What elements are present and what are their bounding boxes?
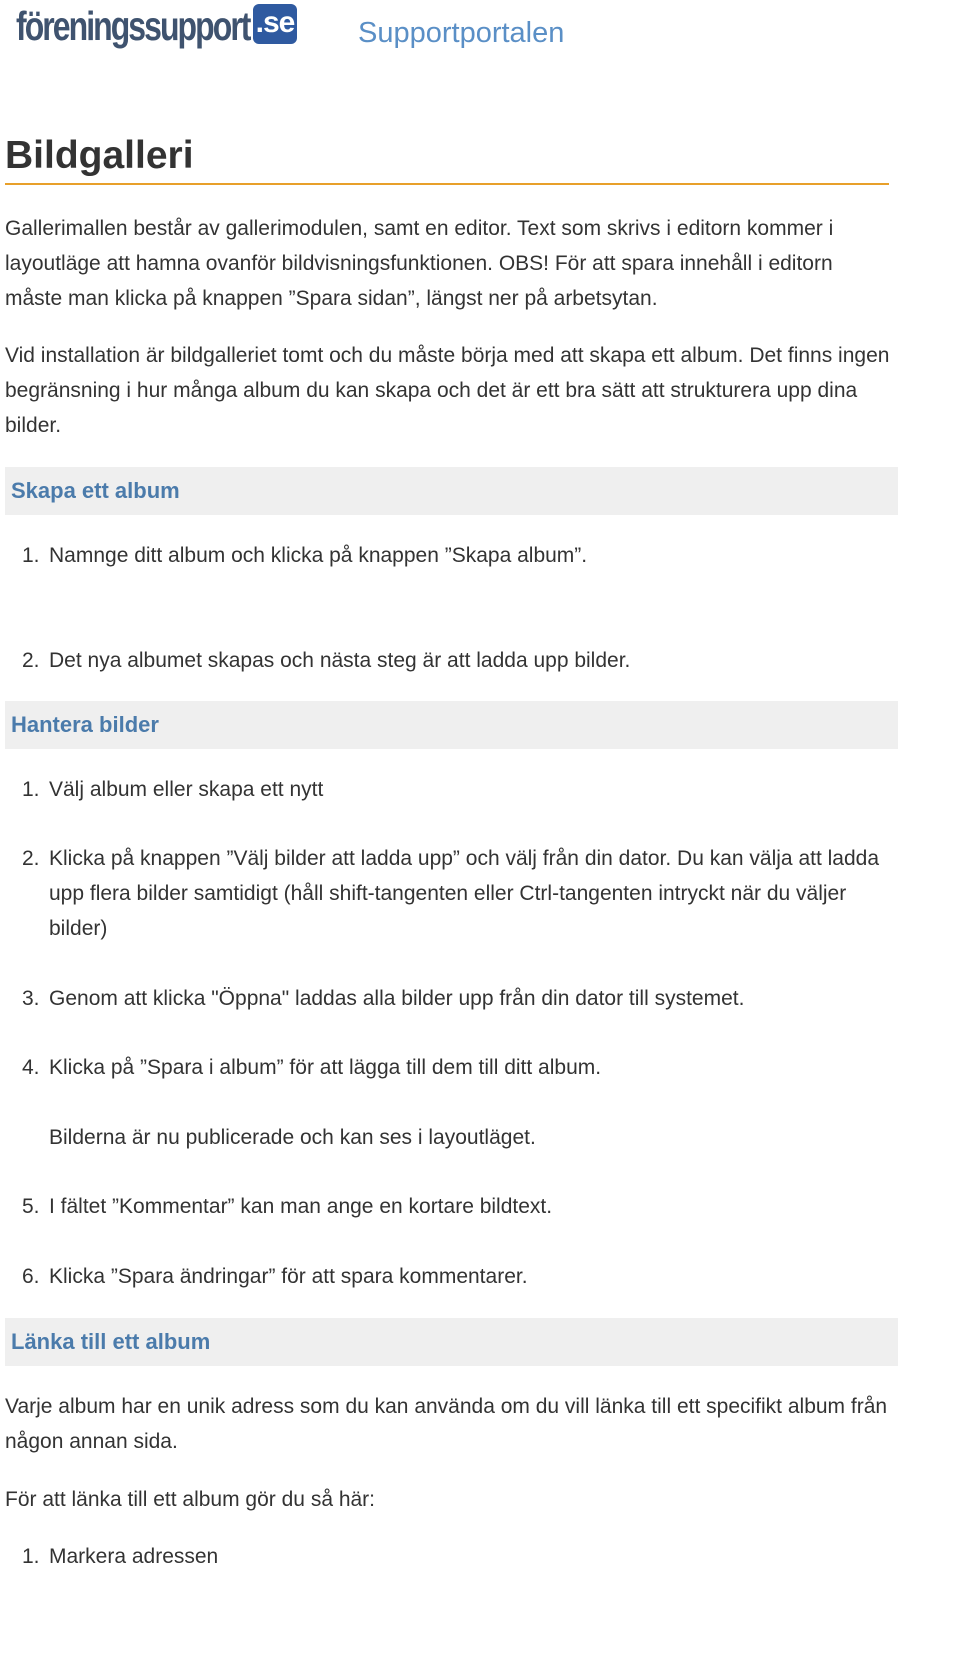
section-heading-link-album: Länka till ett album	[5, 1318, 898, 1366]
section-heading-manage-images: Hantera bilder	[5, 701, 898, 749]
link-paragraph-2: För att länka till ett album gör du så här:	[5, 1488, 376, 1511]
section-heading-create-album: Skapa ett album	[5, 467, 898, 515]
link-paragraph-1: Varje album har en unik adress som du kan använda om du vill länka till ett specifikt album från någon annan sida.	[5, 1395, 888, 1453]
logo-tld-badge: .se	[253, 4, 297, 44]
page-title: Bildgalleri	[5, 133, 889, 185]
intro-paragraph-2: Vid installation är bildgalleriet tomt och du måste börja med att skapa ett album. Det finns ingen begränsning i hur många album du kan skapa och det är ett bra sätt att strukturera upp dina bilder.	[5, 344, 890, 437]
site-header	[0, 0, 960, 60]
portal-title[interactable]: Supportportalen	[358, 17, 565, 49]
logo-wordmark: föreningssupport	[16, 3, 250, 49]
intro-paragraph-1: Gallerimallen består av gallerimodulen, samt en editor. Text som skrivs i editorn kommer i layoutläge att hamna ovanför bildvisningsfunktionen. OBS! För att spara innehåll i editorn måste man klicka på knappen ”Spara sidan”, längst ner på arbetsytan.	[5, 217, 834, 310]
